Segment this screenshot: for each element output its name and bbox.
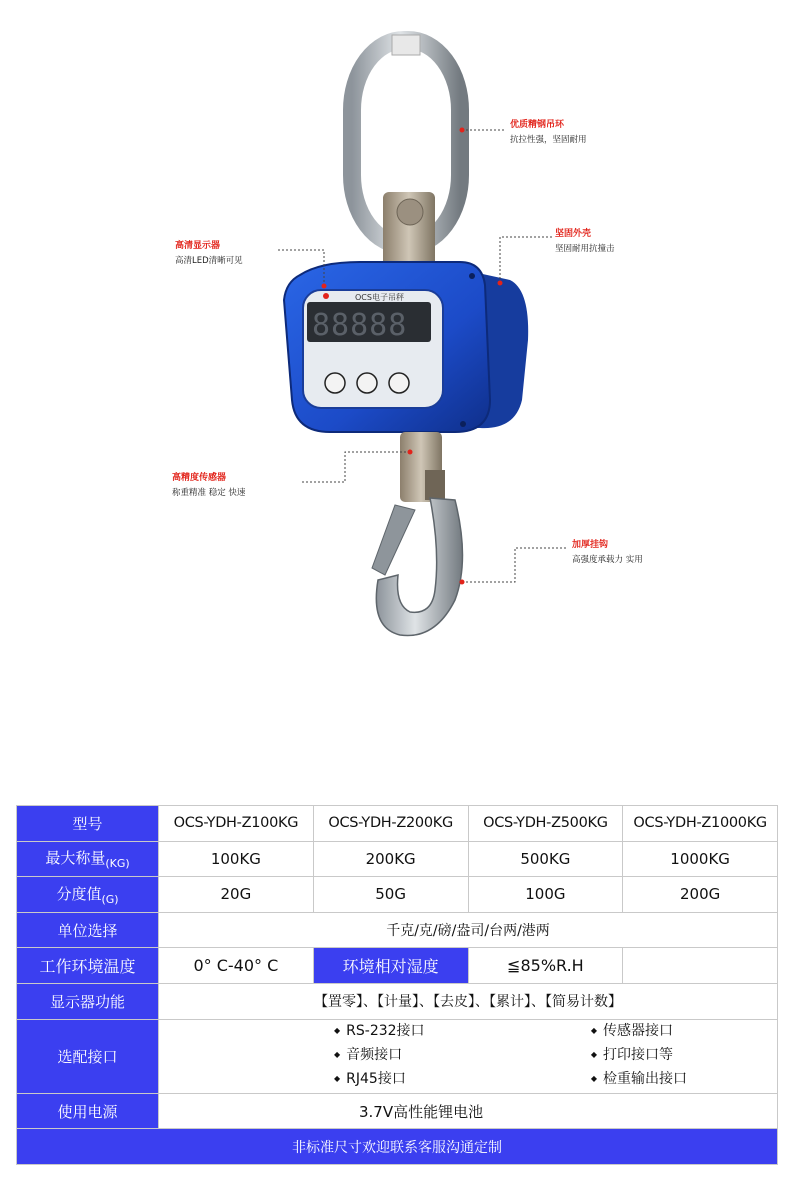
list-item: ◆ RJ45接口 xyxy=(334,1068,425,1092)
division-cell: 100G xyxy=(468,877,623,913)
capacity-label xyxy=(17,841,159,877)
zero-button xyxy=(325,373,345,393)
humidity-cell: ≦85%R.H xyxy=(468,948,623,984)
callout-desc: 高清LED清晰可见 xyxy=(175,256,243,266)
model-cell: OCS-YDH-Z500KG xyxy=(468,806,623,842)
humidity-label: 环境相对湿度 xyxy=(313,948,468,984)
division-label xyxy=(17,877,159,913)
table-row xyxy=(17,841,778,877)
table-row xyxy=(17,983,778,1019)
table-row xyxy=(17,1093,778,1129)
callout-title: 高精度传感器 xyxy=(172,473,227,483)
callout-title: 加厚挂钩 xyxy=(572,540,609,550)
division-unit: (G) xyxy=(101,892,119,906)
callout-housing xyxy=(555,226,615,254)
spec-table xyxy=(16,805,778,1165)
model-cell: OCS-YDH-Z100KG xyxy=(159,806,314,842)
callout-desc: 坚固耐用抗撞击 xyxy=(555,244,615,254)
list-item: ◆ 检重输出接口 xyxy=(591,1068,687,1092)
display-functions-cell: 【置零】、【计量】、【去皮】、【累计】、【简易计数】 xyxy=(159,983,778,1019)
capacity-unit: (KG) xyxy=(105,857,130,871)
power-label: 使用电源 xyxy=(17,1093,159,1129)
device-brand: OCS电子吊秤 xyxy=(355,293,404,302)
table-row xyxy=(17,806,778,842)
led-digits: 88888 xyxy=(312,308,408,343)
interface-list-right xyxy=(591,1020,687,1092)
capacity-cell: 100KG xyxy=(159,841,314,877)
table-row xyxy=(17,1019,778,1093)
model-cell: OCS-YDH-Z200KG xyxy=(313,806,468,842)
callout-desc: 称重精准 稳定 快速 xyxy=(172,488,246,498)
display-label: 显示器功能 xyxy=(17,983,159,1019)
division-cell: 200G xyxy=(623,877,778,913)
division-cell: 50G xyxy=(313,877,468,913)
callout-title: 高清显示器 xyxy=(175,241,221,251)
callout-desc: 抗拉性强，坚固耐用 xyxy=(510,135,587,145)
unit-cell: 千克/克/磅/盎司/台两/港两 xyxy=(159,912,778,948)
model-cell: OCS-YDH-Z1000KG xyxy=(623,806,778,842)
tare-button xyxy=(357,373,377,393)
table-row xyxy=(17,1129,778,1165)
list-item: ◆ RS-232接口 xyxy=(334,1020,425,1044)
model-label: 型号 xyxy=(17,806,159,842)
table-row xyxy=(17,948,778,984)
table-row xyxy=(17,912,778,948)
callout-sensor xyxy=(172,470,245,498)
callout-shackle xyxy=(510,117,587,145)
accumulate-button xyxy=(389,373,409,393)
callout-title: 优质精钢吊环 xyxy=(510,120,565,130)
list-item: ◆ 音频接口 xyxy=(334,1044,425,1068)
list-item: ◆ 打印接口等 xyxy=(591,1044,687,1068)
callout-display xyxy=(175,238,243,266)
empty-cell xyxy=(623,948,778,984)
division-label-text: 分度值 xyxy=(56,884,102,903)
capacity-cell: 1000KG xyxy=(623,841,778,877)
interface-list-left xyxy=(334,1020,425,1092)
callout-title: 坚固外壳 xyxy=(555,229,592,239)
unit-label: 单位选择 xyxy=(17,912,159,948)
interface-cell xyxy=(159,1019,778,1093)
custom-size-footer: 非标准尺寸欢迎联系客服沟通定制 xyxy=(17,1129,778,1165)
temperature-cell: 0° C-40° C xyxy=(159,948,314,984)
capacity-cell: 200KG xyxy=(313,841,468,877)
callout-hook xyxy=(572,537,643,565)
interface-label: 选配接口 xyxy=(17,1019,159,1093)
list-item: ◆ 传感器接口 xyxy=(591,1020,687,1044)
capacity-label-text: 最大称量 xyxy=(45,849,106,868)
division-cell: 20G xyxy=(159,877,314,913)
table-row xyxy=(17,877,778,913)
power-cell: 3.7V高性能锂电池 xyxy=(159,1093,778,1129)
temperature-label: 工作环境温度 xyxy=(17,948,159,984)
capacity-cell: 500KG xyxy=(468,841,623,877)
callout-desc: 高强度承载力 实用 xyxy=(572,555,643,565)
